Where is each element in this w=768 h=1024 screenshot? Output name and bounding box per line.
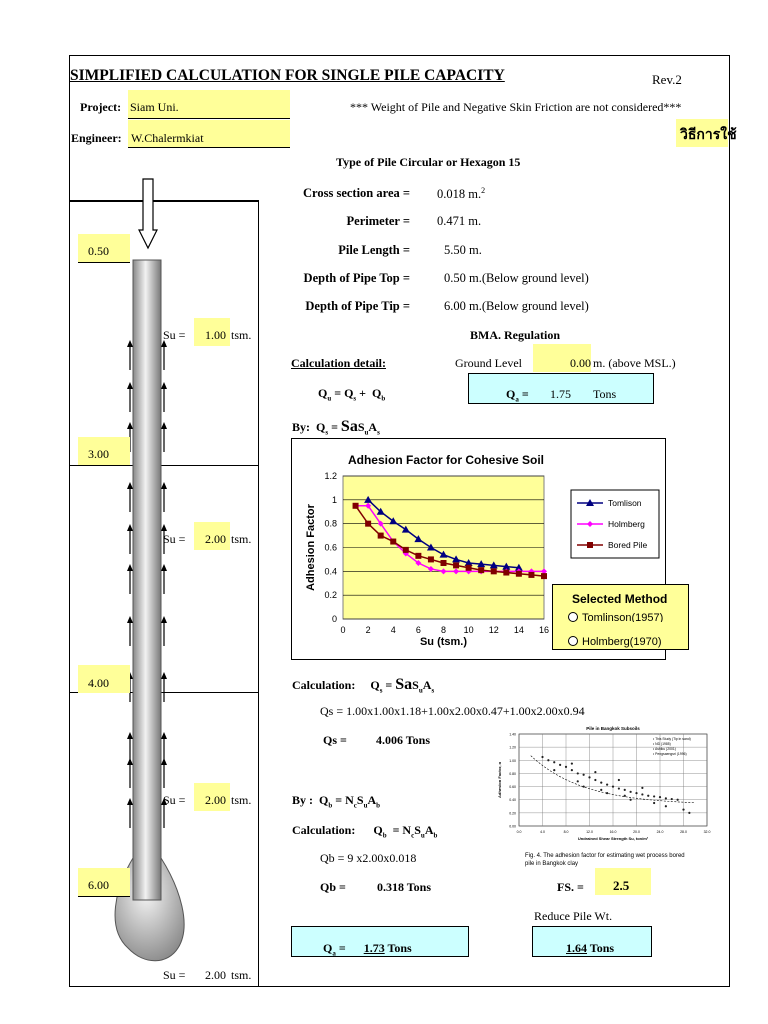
figure-legend-entry: • Ashiku (2001) — [653, 747, 676, 751]
figure-point — [547, 759, 549, 761]
su-value-4: 2.00 — [205, 968, 226, 982]
disclaimer-note: *** Weight of Pile and Negative Skin Friction are not considered*** — [350, 100, 682, 114]
depth-top-value: 0.50 m.(Below ground level) — [444, 271, 589, 285]
qa-label: $Q_a$ = — [506, 387, 529, 404]
qb-result-label: Qb = — [320, 880, 346, 894]
up-arrow-icon — [127, 732, 133, 739]
qs-calc-formula: Calculation: $Q_s = SaS_uA_s$ — [292, 676, 435, 695]
project-value: Siam Uni. — [130, 100, 179, 114]
figure-x-tick: 0.0 — [516, 830, 522, 834]
pile-type-line: Type of Pile Circular or Hexagon 15 — [336, 155, 521, 169]
legend-entry: Bored Pile — [608, 540, 648, 550]
y-axis-label: Adhesion Factor — [305, 504, 317, 591]
reference-figure — [493, 722, 713, 877]
y-tick-label: 0.4 — [324, 566, 337, 577]
point-marker — [378, 533, 384, 539]
figure-point — [565, 766, 567, 768]
y-tick-label: 0 — [331, 614, 337, 624]
up-arrow-icon — [161, 382, 167, 389]
legend-entry: Holmberg — [608, 519, 645, 529]
figure-caption-line: pile in Bangkok clay — [525, 861, 579, 867]
point-marker — [441, 560, 447, 566]
figure-x-tick: 8.0 — [563, 830, 569, 834]
figure-caption — [525, 853, 685, 867]
figure-point — [541, 756, 543, 758]
up-arrow-icon — [161, 732, 167, 739]
up-arrow-icon — [127, 382, 133, 389]
figure-x-tick: 24.0 — [656, 830, 664, 834]
figure-point — [559, 764, 561, 766]
up-arrow-icon — [161, 422, 167, 429]
perimeter-label: Perimeter = — [346, 214, 410, 228]
howto-label: วิธีการใช้ — [680, 126, 737, 142]
su-unit-2: tsm. — [231, 532, 252, 546]
revision-label: Rev.2 — [652, 72, 682, 87]
su-value-3: 2.00 — [205, 793, 226, 807]
x-tick-label: 8 — [440, 625, 447, 635]
method-option-tomlinson[interactable]: Tomlinson(1957) — [568, 612, 663, 622]
y-tick-label: 0.8 — [324, 518, 337, 529]
figure-point — [583, 774, 585, 776]
qb-result-value: 0.318 Tons — [377, 880, 432, 894]
figure-point — [588, 776, 590, 778]
figure-point — [577, 780, 579, 782]
figure-point — [665, 797, 667, 799]
figure-point — [671, 798, 673, 800]
qb-by-formula: By : $Q_b = N_cS_uA_b$ — [292, 793, 381, 810]
depth-top: 0.50 — [88, 244, 109, 258]
figure-point — [635, 792, 637, 794]
pile-length-label: Pile Length = — [338, 243, 410, 257]
point-marker — [491, 568, 497, 574]
figure-x-tick: 4.0 — [540, 830, 545, 834]
figure-point — [618, 787, 620, 789]
figure-point — [665, 805, 667, 807]
x-tick-label: 14 — [513, 625, 524, 635]
y-tick-label: 0.6 — [324, 542, 337, 553]
point-marker — [428, 556, 434, 562]
figure-point — [594, 779, 596, 781]
regulation-label: BMA. Regulation — [470, 328, 560, 342]
calc-detail-label: Calculation detail: — [291, 356, 386, 370]
x-tick-label: 0 — [340, 625, 346, 635]
pile-length-value: 5.50 m. — [444, 243, 482, 257]
up-arrow-icon — [161, 564, 167, 571]
depth-tip-label: Depth of Pipe Tip = — [305, 299, 410, 313]
radio-icon — [568, 612, 578, 622]
su-unit-3: tsm. — [231, 793, 252, 807]
up-arrow-icon — [127, 616, 133, 623]
figure-legend-entry: • This Study (Tip in sand) — [653, 737, 691, 741]
ground-line — [69, 200, 259, 202]
cross-section-value: 0.018 m.$^2$ — [437, 186, 486, 202]
soil-column-border — [258, 200, 259, 987]
point-marker — [466, 565, 472, 571]
up-arrow-icon — [127, 564, 133, 571]
fs-value: 2.5 — [613, 878, 630, 893]
engineer-value: W.Chalermkiat — [131, 131, 204, 145]
figure-point — [606, 784, 608, 786]
figure-point — [594, 771, 596, 773]
x-tick-label: 16 — [538, 625, 550, 635]
su-value-2: 2.00 — [205, 532, 226, 546]
qa-unit: Tons — [593, 387, 617, 401]
up-arrow-icon — [161, 758, 167, 765]
figure-point — [630, 791, 632, 793]
su-unit-4: tsm. — [231, 968, 252, 982]
figure-point — [618, 779, 620, 781]
figure-point — [682, 808, 684, 810]
point-marker — [516, 571, 522, 577]
friction-arrows — [110, 320, 190, 900]
depth-tip: 6.00 — [88, 878, 109, 892]
up-arrow-icon — [127, 524, 133, 531]
figure-y-tick: 1.20 — [509, 745, 516, 750]
point-marker — [503, 570, 509, 576]
up-arrow-icon — [161, 616, 167, 623]
figure-point — [612, 785, 614, 787]
figure-y-tick: 0.80 — [509, 771, 516, 776]
depth-3: 3.00 — [88, 447, 109, 461]
su-label: Su = — [163, 532, 186, 546]
figure-point — [688, 812, 690, 814]
legend-entry: Tomlison — [608, 498, 642, 508]
point-marker — [478, 567, 484, 573]
figure-y-tick: 0.40 — [509, 798, 516, 803]
x-tick-label: 12 — [488, 625, 499, 635]
figure-legend-entry: • Pengsaengsri (1996) — [653, 752, 687, 756]
figure-x-tick: 16.0 — [609, 830, 617, 834]
su-value-1: 1.00 — [205, 328, 226, 342]
figure-point — [659, 796, 661, 798]
figure-point — [600, 789, 602, 791]
figure-point — [577, 772, 579, 774]
y-tick-label: 1.2 — [324, 471, 337, 481]
engineer-label: Engineer: — [71, 131, 122, 145]
figure-point — [653, 802, 655, 804]
point-marker — [390, 539, 396, 545]
ground-level-unit: m. (above MSL.) — [593, 356, 676, 370]
point-marker — [587, 542, 593, 548]
chart-title: Adhesion Factor for Cohesive Soil — [347, 453, 545, 467]
figure-legend-entry: • ND (1985) — [653, 742, 671, 746]
figure-point — [641, 787, 643, 789]
by-formula: By: $Q_s = SaS_uA_s$ — [292, 418, 380, 437]
point-marker — [403, 547, 409, 553]
figure-x-tick: 20.0 — [633, 830, 640, 834]
figure-point — [553, 761, 555, 763]
up-arrow-icon — [127, 340, 133, 347]
x-tick-label: 6 — [415, 625, 421, 635]
point-marker — [365, 521, 371, 527]
y-tick-label: 1 — [331, 494, 337, 505]
depth-tip-value: 6.00 m.(Below ground level) — [444, 299, 589, 313]
cross-section-label: Cross section area = — [303, 186, 410, 200]
fs-label: FS. = — [557, 880, 584, 894]
up-arrow-icon — [161, 672, 167, 679]
radio-icon — [568, 636, 578, 646]
figure-caption-line: Fig. 4. The adhesion factor for estimating wet process bored — [525, 853, 685, 859]
su-unit-1: tsm. — [231, 328, 252, 342]
figure-point — [553, 769, 555, 771]
figure-y-tick: 0.60 — [509, 785, 516, 790]
figure-point — [630, 799, 632, 801]
depth-top-label: Depth of Pipe Top = — [303, 271, 410, 285]
depth-4: 4.00 — [88, 676, 109, 690]
up-arrow-icon — [127, 758, 133, 765]
reduced-qa: 1.64 Tons — [566, 941, 615, 955]
x-axis-label: Su (tsm.) — [419, 636, 468, 648]
up-arrow-icon — [127, 798, 133, 805]
figure-point — [624, 789, 626, 791]
figure-x-tick: 12.0 — [586, 830, 593, 834]
qs-result-value: 4.006 Tons — [376, 733, 431, 747]
qs-expansion: Qs = 1.00x1.00x1.18+1.00x2.00x0.47+1.00x2.00x0.94 — [320, 704, 585, 718]
figure-y-tick: 1.00 — [509, 758, 516, 763]
figure-x-tick: 32.0 — [703, 830, 711, 834]
su-label: Su = — [163, 328, 186, 342]
qs-result-label: Qs = — [323, 733, 347, 747]
figure-point — [571, 762, 573, 764]
x-tick-label: 4 — [390, 625, 396, 635]
figure-point — [647, 795, 649, 797]
figure-x-label: Undrained Shear Strength Su, ton/m² — [577, 836, 649, 841]
qu-formula: $Q_u = Q_s + Q_b$ — [318, 386, 386, 403]
figure-point — [641, 793, 643, 795]
method-option-holmberg[interactable]: Holmberg(1970) — [568, 636, 661, 648]
point-marker — [541, 573, 547, 579]
selected-method-title: Selected Method — [572, 592, 668, 606]
up-arrow-icon — [161, 482, 167, 489]
y-tick-label: 0.2 — [324, 590, 337, 601]
figure-y-tick: 1.40 — [509, 732, 516, 737]
point-marker — [528, 572, 534, 578]
qa-final: $Q_a$ = 1.73 Tons — [323, 941, 412, 958]
qa-value: 1.75 — [550, 387, 571, 401]
project-label: Project: — [80, 100, 122, 114]
point-marker — [453, 562, 459, 568]
x-tick-label: 10 — [463, 625, 474, 635]
figure-y-tick: 0.00 — [509, 824, 516, 829]
su-label: Su = — [163, 793, 186, 807]
up-arrow-icon — [127, 422, 133, 429]
sheet-title: SIMPLIFIED CALCULATION FOR SINGLE PILE CAPACITY — [70, 67, 505, 84]
figure-point — [571, 769, 573, 771]
load-arrow-icon — [138, 178, 158, 250]
up-arrow-icon — [161, 524, 167, 531]
qb-expansion: Qb = 9 x2.00x0.018 — [320, 851, 417, 865]
point-marker — [353, 503, 359, 509]
reduce-pile-label: Reduce Pile Wt. — [534, 909, 613, 923]
ground-level-value: 0.00 — [570, 356, 591, 370]
point-marker — [415, 553, 421, 559]
x-tick-label: 2 — [365, 625, 371, 635]
qb-calc-formula: Calculation: $Q_b = N_cS_uA_b$ — [292, 823, 438, 840]
figure-x-tick: 28.0 — [680, 830, 687, 834]
su-label: Su = — [163, 968, 186, 982]
ground-level-label: Ground Level — [455, 356, 522, 370]
up-arrow-icon — [127, 482, 133, 489]
figure-point — [653, 795, 655, 797]
perimeter-value: 0.471 m. — [437, 214, 482, 228]
figure-y-label: Adhesion Factor, α — [497, 761, 502, 799]
figure-point — [677, 799, 679, 801]
figure-title: Pile in Bangkok Subsoils — [586, 726, 640, 731]
figure-y-tick: 0.20 — [509, 811, 516, 816]
figure-point — [600, 782, 602, 784]
